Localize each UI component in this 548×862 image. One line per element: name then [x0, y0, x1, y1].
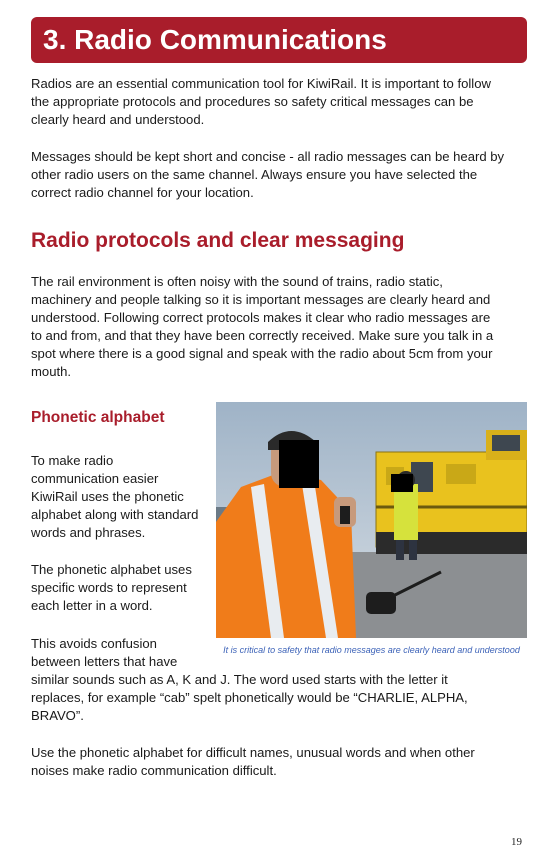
- text-line: Messages should be kept short and concise - all radio messages can be heard by: [31, 149, 505, 164]
- protocols-heading: Radio protocols and clear messaging: [31, 229, 405, 252]
- section-title: 3. Radio Communications: [43, 24, 387, 55]
- protocols-paragraph: [31, 273, 493, 381]
- text-line: similar sounds such as A, K and J. The word used starts with the letter it: [31, 672, 448, 687]
- photo-illustration: [216, 402, 527, 638]
- phonetic-paragraph-2: [31, 561, 192, 615]
- page-number: 19: [511, 836, 522, 848]
- photo-caption: It is critical to safety that radio messages are clearly heard and understood: [223, 645, 520, 655]
- text-line: communication easier: [31, 471, 159, 486]
- text-line: correct radio channel for your location.: [31, 185, 254, 200]
- text-line: Use the phonetic alphabet for difficult names, unusual words and when other: [31, 745, 475, 760]
- text-line: to and from, and that they have been correctly received. Make sure you talk in a: [31, 328, 494, 343]
- worker-radio-photo: [216, 402, 527, 638]
- text-line: understood. Following correct protocols makes it clear who radio messages are: [31, 310, 491, 325]
- intro-paragraph-1: [31, 75, 491, 129]
- text-line: The phonetic alphabet uses: [31, 562, 192, 577]
- text-line: KiwiRail uses the phonetic: [31, 489, 184, 504]
- text-line: between letters that have: [31, 654, 178, 669]
- text-line: alphabet along with standard: [31, 507, 199, 522]
- phonetic-paragraph-1: [31, 452, 198, 542]
- face-redaction-block: [391, 474, 413, 492]
- text-line: mouth.: [31, 364, 72, 379]
- text-line: Radios are an essential communication tool for KiwiRail. It is important to follow: [31, 76, 491, 91]
- text-line: This avoids confusion: [31, 636, 157, 651]
- text-line: To make radio: [31, 453, 114, 468]
- text-line: noises make radio communication difficult.: [31, 763, 277, 778]
- phonetic-paragraph-4: [31, 744, 475, 780]
- text-line: replaces, for example “cab” spelt phonetically would be “CHARLIE, ALPHA,: [31, 690, 468, 705]
- face-redaction-block: [279, 440, 319, 488]
- text-line: other radio users on the same channel. Always ensure you have selected the: [31, 167, 478, 182]
- text-line: spot where there is a good signal and speak with the radio about 5cm from your: [31, 346, 493, 361]
- text-line: The rail environment is often noisy with the sound of trains, radio static,: [31, 274, 443, 289]
- text-line: each letter in a word.: [31, 598, 153, 613]
- intro-paragraph-2: [31, 148, 504, 202]
- section-banner: [31, 17, 527, 63]
- text-line: machinery and people talking so it is important messages are clearly heard and: [31, 292, 491, 307]
- text-line: BRAVO”.: [31, 708, 84, 723]
- text-line: clearly heard and understood.: [31, 112, 205, 127]
- text-line: the appropriate protocols and procedures so safety critical messages can be: [31, 94, 474, 109]
- text-line: specific words to represent: [31, 580, 187, 595]
- text-line: words and phrases.: [31, 525, 146, 540]
- phonetic-heading: Phonetic alphabet: [31, 409, 165, 426]
